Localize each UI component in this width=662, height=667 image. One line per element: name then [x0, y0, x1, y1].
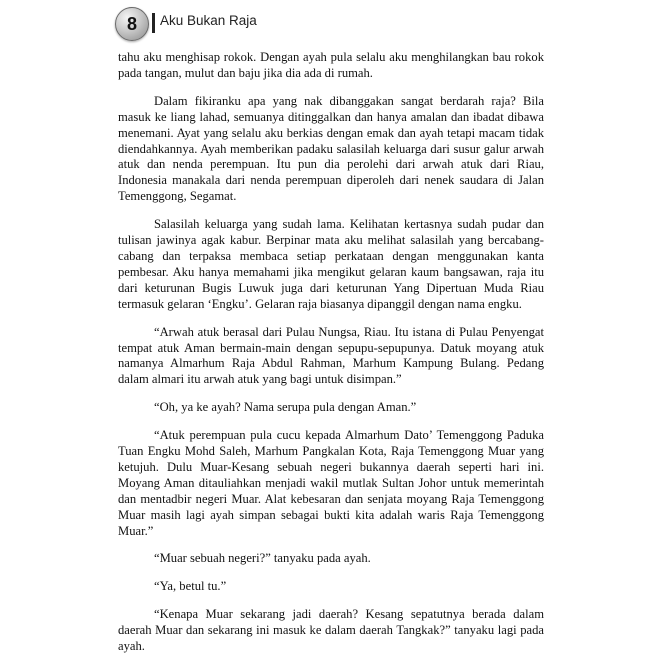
paragraph: Dalam fikiranku apa yang nak dibanggakan sangat berdarah raja? Bila masuk ke liang lahad, semuanya ditinggalkan dan hanya amalan dan ibadat dibawa menemani. Ayat yang selalu aku berkias dengan emak dan ayah tetapi macam tidak diendahkannya. Ayah memberikan padaku salasilah keluarga dari susur galur arwah atuk dan nenda perempuan. Itu pun dia perolehi dari arwah atuk dari Riau, Indonesia manakala dari nenda perempuan diperoleh dari nenek saudara di Jalan Temenggong, Segamat. — [118, 93, 544, 204]
body-text — [118, 50, 544, 667]
page-number: 8 — [126, 13, 137, 34]
paragraph: tahu aku menghisap rokok. Dengan ayah pula selalu aku menghilangkan bau rokok pada tangan, mulut dan baju jika dia ada di rumah. — [118, 50, 544, 80]
paragraph: “Ya, betul tu.” — [154, 579, 227, 594]
paragraph: “Oh, ya ke ayah? Nama serupa pula dengan Aman.” — [154, 400, 417, 415]
page-number-badge — [115, 7, 149, 41]
paragraph: “Arwah atuk berasal dari Pulau Nungsa, Riau. Itu istana di Pulau Penyengat tempat atuk Aman bermain-main dengan sepupu-sepupunya. Datuk moyang atuk namanya Almarhum Raja Abdul Rahman, Marhum Kampung Bulang. Pedang dalam almari itu arwah atuk yang bagi untuk disimpan.” — [118, 324, 544, 387]
paragraph: “Atuk perempuan pula cucu kepada Almarhum Dato’ Temenggong Paduka Tuan Engku Mohd Saleh, Marhum Pangkalan Kota, Raja Temenggong Muar yang ketujuh. Dulu Muar-Kesang sebuah negeri bukannya daerah seperti hari ini. Moyang Aman ditauliahkan menjadi wakil mutlak Sultan Johor untuk memerintah dan mentadbir negeri Muar. Alat kebesaran dan senjata moyang Raja Temenggong Muar masih lagi ayah simpan sebagai bukti kita adalah waris Raja Temenggong Muar.” — [118, 428, 544, 538]
header-divider — [152, 13, 155, 33]
running-title: Aku Bukan Raja — [160, 13, 257, 28]
paragraph: “Muar sebuah negeri?” tanyaku pada ayah. — [154, 551, 371, 566]
paragraph: “Kenapa Muar sekarang jadi daerah? Kesang sepatutnya berada dalam daerah Muar dan sekarang ini masuk ke dalam daerah Tangkak?” tanyaku lagi pada ayah. — [118, 607, 544, 654]
paragraph: Salasilah keluarga yang sudah lama. Kelihatan kertasnya sudah pudar dan tulisan jawinya agak kabur. Berpinar mata aku melihat salasilah yang bercabang-cabang dan terpaksa membaca setiap perkataan dengan menggunakan kanta pembesar. Aku hanya memahami jika mengikut gelaran kaum bangsawan, raja itu dari keturunan Bugis Luwuk juga dari keturunan Yang Dipertuan Muda Riau termasuk gelaran ‘Engku’. Gelaran raja biasanya dipanggil dengan nama engku. — [118, 217, 544, 311]
